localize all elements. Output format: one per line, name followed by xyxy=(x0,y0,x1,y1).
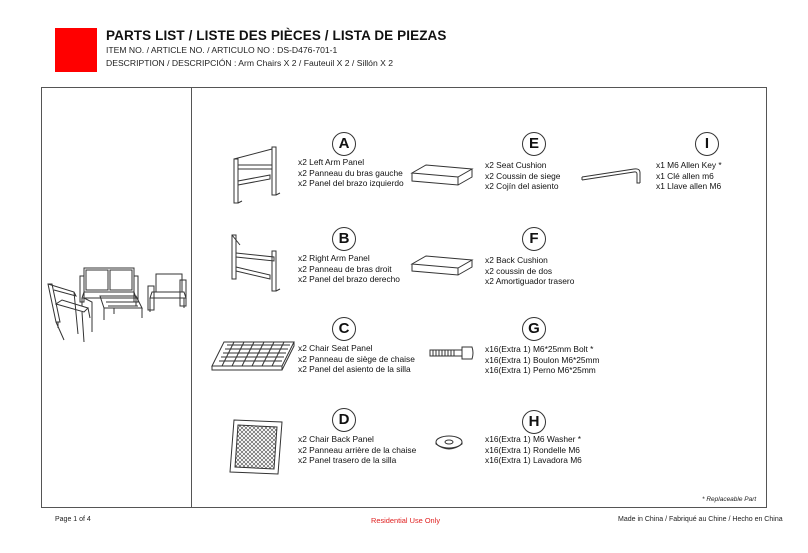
part-i-description xyxy=(656,160,722,192)
part-a-badge: A xyxy=(332,132,356,156)
part-e-description xyxy=(485,160,560,192)
part-i-line-es: x1 Llave allen M6 xyxy=(656,181,722,191)
part-b-line-fr: x2 Panneau de bras droit xyxy=(298,263,392,274)
page-title: PARTS LIST / LISTE DES PIÈCES / LISTA DE PIEZAS xyxy=(106,28,447,43)
part-f-line-es: x2 Amortiguador trasero xyxy=(485,276,575,286)
part-h-line-fr: x16(Extra 1) Rondelle M6 xyxy=(485,444,580,455)
part-c-line-en: x2 Chair Seat Panel xyxy=(298,343,373,353)
made-in-china: Made in China / Fabriqué au Chine / Hecho en China xyxy=(618,516,783,523)
item-description: DESCRIPTION / DESCRIPCIÓN : Arm Chairs X 2 / Fauteuil X 2 / Sillón X 2 xyxy=(106,58,394,68)
part-e-line-es: x2 Cojín del asiento xyxy=(485,181,559,191)
part-b-description xyxy=(298,253,400,285)
furniture-set-illustration xyxy=(44,262,189,347)
part-h-badge: H xyxy=(522,410,546,434)
part-e-line-fr: x2 Coussin de siege xyxy=(485,170,561,181)
right-armchair-drawing xyxy=(148,274,186,312)
part-a-line-es: x2 Panel del brazo izquierdo xyxy=(298,178,404,188)
brand-red-square xyxy=(55,28,97,72)
item-number: ITEM NO. / ARTICLE NO. / ARTICULO NO : DS-D476-701-1 xyxy=(106,45,338,55)
part-c-line-es: x2 Panel del asiento de la silla xyxy=(298,364,411,374)
part-a-left-arm-panel-drawing xyxy=(232,145,284,205)
part-f-description xyxy=(485,255,574,287)
part-g-bolt-drawing xyxy=(428,345,476,361)
part-d-description xyxy=(298,434,416,466)
part-b-right-arm-panel-drawing xyxy=(230,233,282,293)
part-b-badge: B xyxy=(332,227,356,251)
part-i-line-en: x1 M6 Allen Key * xyxy=(656,160,722,170)
part-a-line-en: x2 Left Arm Panel xyxy=(298,157,365,167)
part-h-description xyxy=(485,434,582,466)
part-b-line-en: x2 Right Arm Panel xyxy=(298,253,370,263)
replaceable-part-note: * Replaceable Part xyxy=(702,496,757,503)
part-f-line-en: x2 Back Cushion xyxy=(485,255,548,265)
part-i-allen-key-drawing xyxy=(580,163,646,185)
part-d-line-es: x2 Panel trasero de la silla xyxy=(298,455,397,465)
part-d-back-panel-drawing xyxy=(228,418,284,476)
part-d-badge: D xyxy=(332,408,356,432)
part-e-line-en: x2 Seat Cushion xyxy=(485,160,547,170)
part-h-line-en: x16(Extra 1) M6 Washer * xyxy=(485,434,582,444)
part-h-line-es: x16(Extra 1) Lavadora M6 xyxy=(485,455,582,465)
part-e-badge: E xyxy=(522,132,546,156)
part-c-line-fr: x2 Panneau de siège de chaise xyxy=(298,353,415,364)
part-b-line-es: x2 Panel del brazo derecho xyxy=(298,274,400,284)
part-g-line-es: x16(Extra 1) Perno M6*25mm xyxy=(485,365,596,375)
part-f-back-cushion-drawing xyxy=(410,254,474,280)
part-i-badge: I xyxy=(695,132,719,156)
part-a-line-fr: x2 Panneau du bras gauche xyxy=(298,167,403,178)
residential-use-note: Residential Use Only xyxy=(371,516,441,525)
part-c-description xyxy=(298,343,415,375)
part-i-line-fr: x1 Clé allen m6 xyxy=(656,170,714,181)
part-e-seat-cushion-drawing xyxy=(410,163,474,189)
part-g-line-en: x16(Extra 1) M6*25mm Bolt * xyxy=(485,344,594,354)
frame-divider xyxy=(191,87,192,508)
part-c-badge: C xyxy=(332,317,356,341)
part-g-description xyxy=(485,344,600,376)
part-h-washer-drawing xyxy=(434,435,464,451)
part-f-line-fr: x2 coussin de dos xyxy=(485,265,553,276)
page-number: Page 1 of 4 xyxy=(55,516,91,523)
part-c-seat-panel-drawing xyxy=(210,340,296,372)
part-g-line-fr: x16(Extra 1) Boulon M6*25mm xyxy=(485,354,600,365)
part-f-badge: F xyxy=(522,227,546,251)
part-g-badge: G xyxy=(522,317,546,341)
part-d-line-en: x2 Chair Back Panel xyxy=(298,434,374,444)
left-armchair-drawing xyxy=(48,284,92,342)
part-d-line-fr: x2 Panneau arrière de la chaise xyxy=(298,444,417,455)
part-a-description xyxy=(298,157,404,189)
